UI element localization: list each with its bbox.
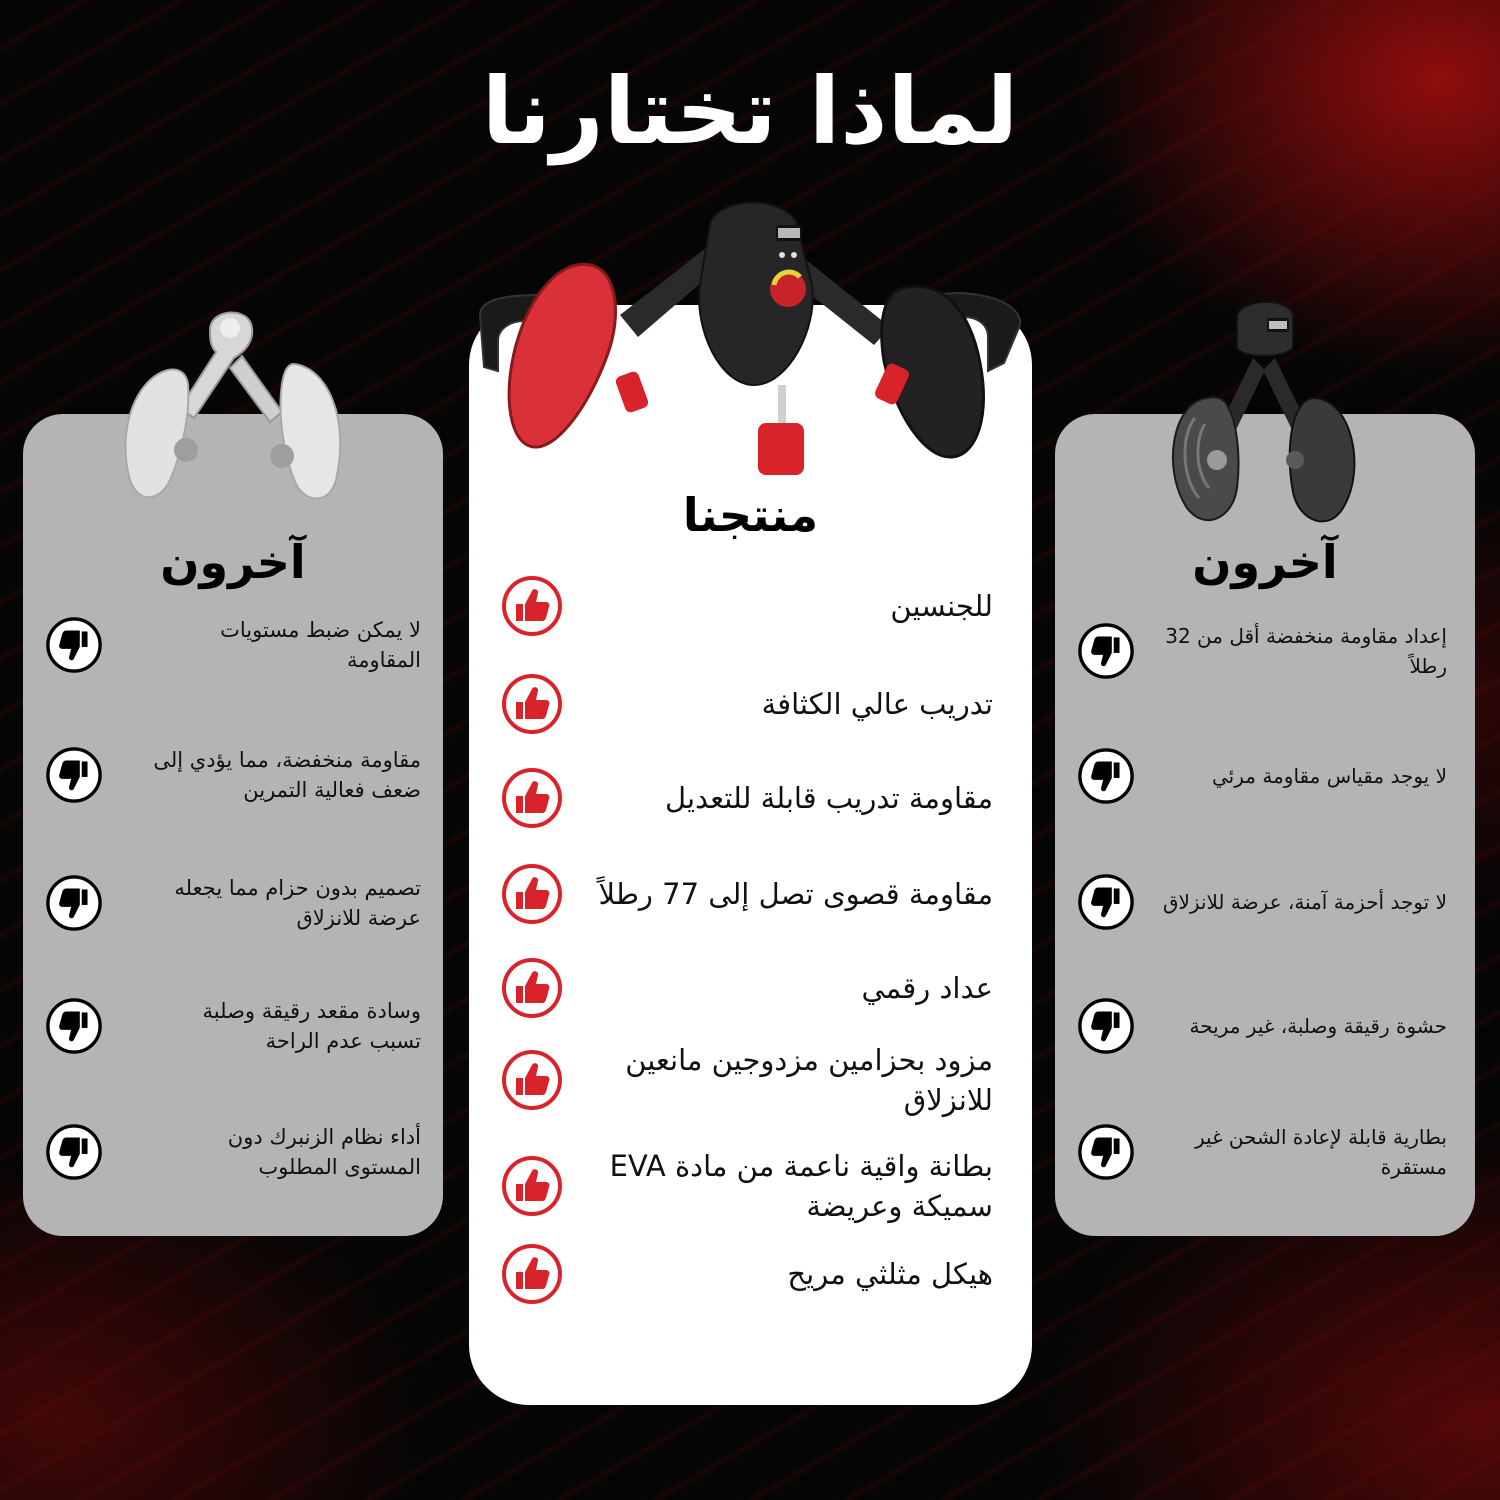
- thumbs-up-icon: [501, 767, 563, 829]
- item-text: لا توجد أحزمة آمنة، عرضة للانزلاق: [1162, 890, 1447, 914]
- thumbs-down-icon: [1077, 747, 1135, 805]
- thumbs-up-icon: [501, 1243, 563, 1305]
- list-item: [501, 767, 1001, 829]
- thumbs-down-icon: [45, 874, 103, 932]
- thumbs-up-icon: [501, 575, 563, 637]
- thumbs-down-icon: [45, 1123, 103, 1181]
- item-text: بطارية قابلة لإعادة الشحن غير مستقرة: [1195, 1125, 1447, 1179]
- thumbs-up-icon: [501, 1049, 563, 1111]
- card-heading: آخرون: [160, 535, 306, 589]
- list-item: [45, 871, 435, 935]
- list-item: [45, 1120, 435, 1184]
- item-text: وسادة مقعد رقيقة وصلبة تسبب عدم الراحة: [202, 999, 421, 1053]
- item-text: هيكل مثلثي مريح: [787, 1257, 993, 1291]
- list-item: [501, 863, 1001, 925]
- list-item: [1077, 744, 1467, 808]
- list-item: [1077, 994, 1467, 1058]
- list-item: [1077, 1120, 1467, 1184]
- item-text: عداد رقمي: [861, 971, 993, 1005]
- card-heading: منتجنا: [682, 488, 819, 542]
- list-item: [501, 673, 1001, 735]
- list-item: [501, 1243, 1001, 1305]
- item-text: إعداد مقاومة منخفضة أقل من 32 رطلاً: [1165, 624, 1447, 678]
- our-thigh-trainer-image: [470, 195, 1030, 485]
- item-text: مقاومة قصوى تصل إلى 77 رطلاً: [598, 877, 993, 911]
- thumbs-up-icon: [501, 1155, 563, 1217]
- thumbs-down-icon: [1077, 997, 1135, 1055]
- item-text: لا يوجد مقياس مقاومة مرئي: [1212, 764, 1447, 788]
- list-item: [45, 613, 435, 677]
- item-text: تصميم بدون حزام مما يجعله عرضة للانزلاق: [174, 876, 421, 930]
- list-item: [501, 957, 1001, 1019]
- thumbs-up-icon: [501, 863, 563, 925]
- item-text: مقاومة منخفضة، مما يؤدي إلى ضعف فعالية التمرين: [153, 748, 421, 802]
- item-text: تدريب عالي الكثافة: [761, 687, 993, 721]
- item-text: بطانة واقية ناعمة من مادة EVA سميكة وعريضة: [609, 1149, 993, 1223]
- item-text: حشوة رقيقة وصلبة، غير مريحة: [1189, 1014, 1447, 1038]
- list-item: [45, 994, 435, 1058]
- thumbs-down-icon: [1077, 1123, 1135, 1181]
- thumbs-down-icon: [45, 746, 103, 804]
- thumbs-up-icon: [501, 957, 563, 1019]
- thumbs-down-icon: [45, 997, 103, 1055]
- item-text: لا يمكن ضبط مستويات المقاومة: [220, 618, 421, 672]
- competitor-card-right: [1055, 414, 1475, 1236]
- page-title: لماذا تختارنا: [481, 58, 1019, 165]
- list-item: [45, 743, 435, 807]
- dark-thigh-trainer-image: [1165, 298, 1370, 530]
- card-heading: آخرون: [1192, 535, 1338, 589]
- item-text: مزود بحزامين مزدوجين مانعين للانزلاق: [625, 1043, 993, 1117]
- thumbs-down-icon: [1077, 622, 1135, 680]
- item-text: مقاومة تدريب قابلة للتعديل: [665, 781, 993, 815]
- list-item: [1077, 619, 1467, 683]
- list-item: [501, 1146, 1001, 1226]
- thumbs-down-icon: [45, 616, 103, 674]
- list-item: [501, 1040, 1001, 1120]
- list-item: [501, 575, 1001, 637]
- list-item: [1077, 870, 1467, 934]
- item-text: أداء نظام الزنبرك دون المستوى المطلوب: [227, 1125, 421, 1179]
- thumbs-up-icon: [501, 673, 563, 735]
- thumbs-down-icon: [1077, 873, 1135, 931]
- white-thigh-trainer-image: [118, 300, 358, 540]
- item-text: للجنسين: [890, 589, 993, 623]
